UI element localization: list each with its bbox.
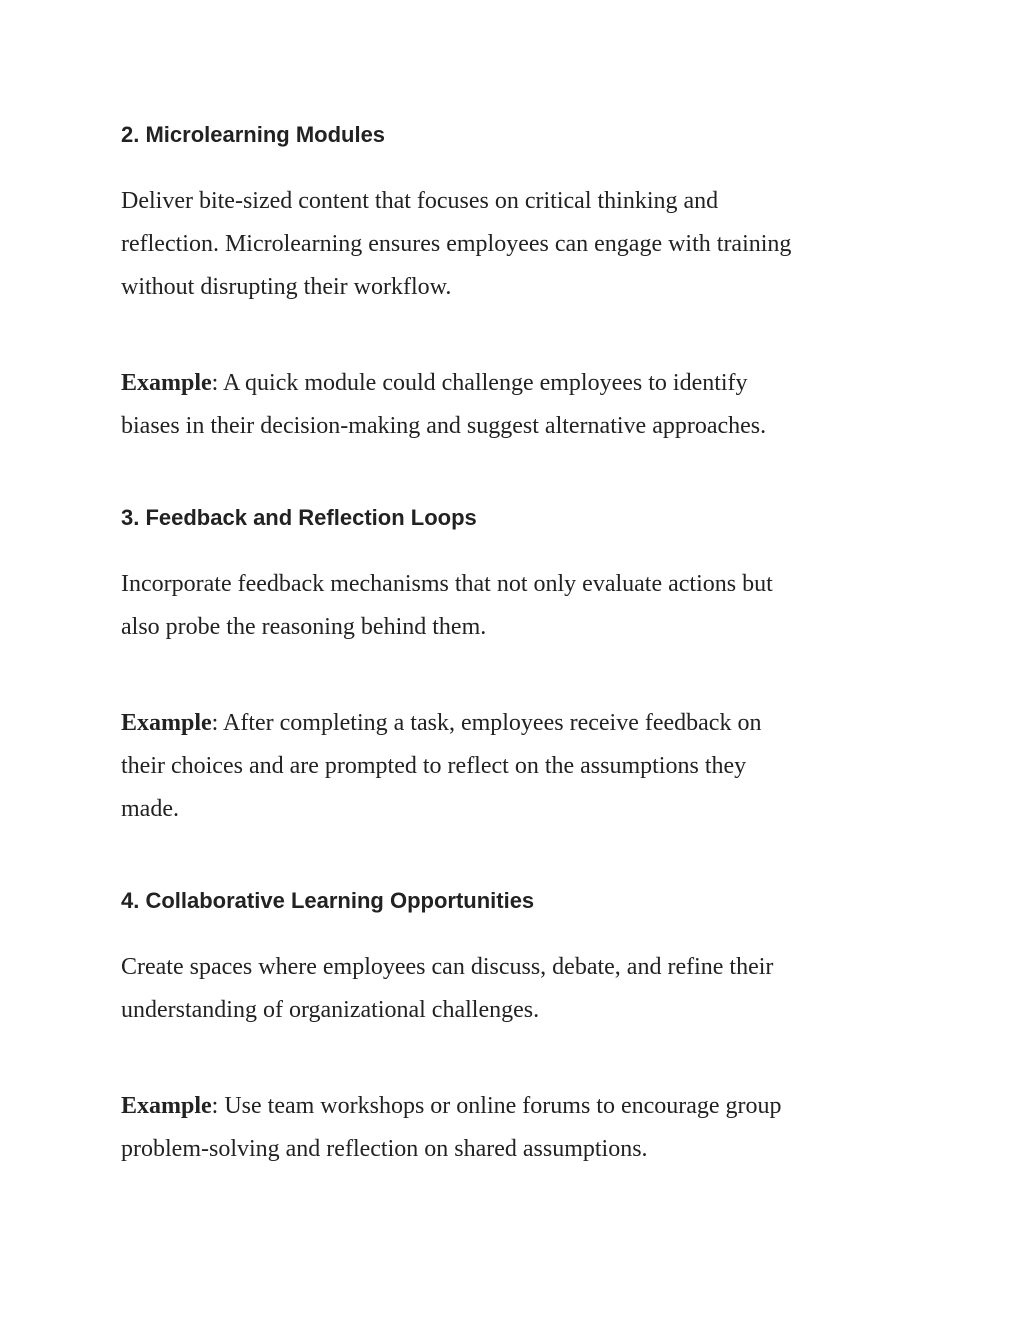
example-line — [121, 702, 901, 745]
example-line: problem-solving and reflection on shared assumptions. — [121, 1136, 648, 1162]
example-line: their choices and are prompted to reflect on the assumptions they — [121, 753, 747, 779]
section-heading-microlearning-modules: 2. Microlearning Modules — [121, 122, 386, 147]
example-line — [121, 1085, 901, 1128]
example-line — [121, 362, 901, 405]
example-label: Example — [121, 710, 212, 736]
section-example-feedback-reflection-loops — [121, 702, 901, 831]
example-text: : After completing a task, employees receive feedback on — [211, 710, 762, 736]
section-body-collaborative-learning — [121, 946, 901, 1032]
example-line: biases in their decision-making and suggest alternative approaches. — [121, 413, 767, 439]
section-body-microlearning-modules — [121, 180, 901, 309]
body-line: understanding of organizational challenges. — [121, 997, 540, 1023]
body-line: Create spaces where employees can discuss, debate, and refine their — [121, 954, 774, 980]
example-label: Example — [121, 370, 212, 396]
example-text: : Use team workshops or online forums to encourage group — [211, 1093, 782, 1119]
example-label: Example — [121, 1093, 212, 1119]
body-line: reflection. Microlearning ensures employees can engage with training — [121, 231, 792, 257]
example-line: made. — [121, 796, 179, 822]
body-line: Deliver bite-sized content that focuses on critical thinking and — [121, 188, 719, 214]
section-body-feedback-reflection-loops — [121, 563, 901, 649]
section-example-collaborative-learning — [121, 1085, 901, 1171]
section-heading-collaborative-learning: 4. Collaborative Learning Opportunities — [121, 888, 535, 913]
body-line: Incorporate feedback mechanisms that not only evaluate actions but — [121, 571, 773, 597]
example-text: : A quick module could challenge employees to identify — [211, 370, 748, 396]
section-heading-feedback-reflection-loops: 3. Feedback and Reflection Loops — [121, 505, 477, 530]
body-line: without disrupting their workflow. — [121, 274, 452, 300]
section-example-microlearning-modules — [121, 362, 901, 448]
body-line: also probe the reasoning behind them. — [121, 614, 487, 640]
